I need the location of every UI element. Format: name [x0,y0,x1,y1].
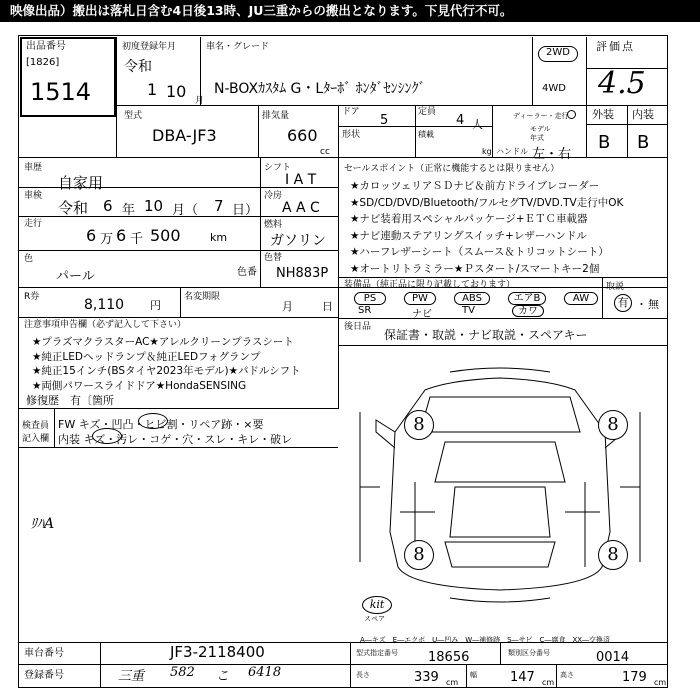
inspection-month: 10 [144,197,164,215]
grid-line [18,447,338,448]
height: 179 [622,670,647,685]
lot-label: 出品番号 [26,41,66,52]
lot-code: [1826] [26,57,60,68]
rear-items-label: 後日品 [344,322,372,332]
inspector-label-2: 記入欄 [22,434,50,444]
grid-line [627,105,628,157]
grid-line [18,157,668,158]
inspection-day-unit: 日） [232,203,259,218]
inspector-circle-2 [92,428,122,444]
lot-number: 1514 [30,78,92,106]
spec-label: 型式指定番号 [356,649,398,657]
notes-label: 注意事項申告欄（必ず記入して下さい） [24,320,187,330]
chassis-label: 車台番号 [24,648,64,659]
grid-line [18,642,668,643]
inspection-era: 令和 [58,199,89,217]
wheel-rear-left: 8 [404,540,434,570]
name-change-month: 月 [282,300,293,313]
grid-line [18,187,338,188]
exterior-label: 外装 [592,108,614,121]
rear-items: 保証書・取説・ナビ取説・スペアキー [384,328,588,342]
grid-line [338,157,339,409]
handle-label: ハンドル [496,147,528,156]
displacement-label: 排気量 [262,111,290,121]
name-change-label: 名変期限 [184,292,221,302]
handle: 左・右 [532,147,572,162]
mileage-man: 6 [86,226,97,245]
usage: 自家用 [58,174,104,192]
sales-point-item: ★SD/CD/DVD/Bluetooth/フルセグTV/DVD.TV走行中OK [350,196,624,209]
note-item: ★プラズマクラスターAC★アレルクリーンプラスシート [32,336,294,348]
width: 147 [510,670,535,685]
spec-number: 18656 [428,650,470,665]
wheel-rear-right: 8 [598,540,628,570]
grid-line [466,664,467,688]
length-unit: cm [446,678,459,687]
plate-kana: こ [216,669,230,684]
manual-no: 無 [648,298,659,311]
fuel: ガソリン [270,233,326,249]
model-code: DBA-JF3 [152,126,217,145]
model-year-label: モデル [530,125,551,133]
grid-line [338,126,492,127]
sales-points-label: セールスポイント（正常に機能するとは限りません） [344,164,560,174]
grid-line [532,37,533,105]
grid-line [338,105,339,157]
inspection-year: 6 [103,197,113,215]
mileage-sen-unit: 千 [130,232,144,247]
category-label: 類別区分番号 [508,649,550,657]
capacity-unit: 人 [472,118,483,131]
length: 339 [414,670,439,685]
inspector-circle-1 [138,413,168,429]
sales-point-item: ★オートリトラミラー★Ｐスタート/スマートキー2個 [350,262,600,275]
aircon: A A C [282,200,320,216]
grid-line [338,318,668,319]
manual-yes: 有 [614,294,632,312]
height-label: 高さ [560,671,574,679]
grid-line [18,317,338,318]
note-item: ★両側パワースライドドア★HondaSENSING [32,379,247,392]
mileage-unit: km [210,231,228,244]
score-overall: 4.5 [598,66,646,101]
exterior-score: B [598,132,611,153]
grid-line [586,68,668,69]
grid-line [18,216,338,217]
wheel-front-left: 8 [404,410,434,440]
top-banner: 映像出品）搬出は落札日含む4日後13時、JU三重からの搬出となります。下見代行不可。 [0,0,700,22]
equipment-3: ABS [454,292,490,305]
color-code: NH883P [276,266,329,281]
dealer-mark [567,110,576,119]
sales-point-item: ★ナビ装着用スペシャルパッケージ+ＥＴＣ車載器 [350,213,588,225]
grid-line [415,105,416,157]
shape-label: 形状 [342,130,361,140]
length-label: 長さ [356,671,370,679]
windshield [435,442,565,482]
color-label: 色 [24,254,34,264]
fuel-label: 燃料 [264,220,283,230]
name-change-day: 日 [322,300,333,313]
sales-point-item: ★カロッツェリアＳＤナビ＆前方ドライブレコーダー [350,180,600,192]
equipment-opt-4: カワ [512,305,544,317]
model-name-label: 車名・グレード [206,42,270,52]
grid-line [586,37,587,157]
wheel-front-right: 8 [598,410,628,440]
grid-line [116,105,668,106]
grid-line [18,664,668,665]
equipment-4: エアB [508,292,546,305]
equipment-label: 装備品（純正品に限り記載しております） [344,280,516,290]
spare-label: スペア [364,615,385,623]
grid-line [258,105,259,157]
plate-number: 6418 [248,665,282,680]
manual-separator: ・ [636,298,647,311]
grid-line [556,664,557,688]
grid-line [100,642,101,688]
rear-window [445,542,555,567]
capacity: 4 [456,113,465,128]
grid-line [180,287,181,317]
inspection-year-unit: 年 [122,203,136,218]
tax-label: R券 [24,292,40,302]
plate-label: 登録番号 [24,670,64,681]
displacement-unit: cc [320,147,330,157]
sales-point-item: ★ナビ連動ステアリングスイッチ+レザーハンドル [350,229,587,242]
model-code-label: 型式 [124,111,143,121]
color-change-label: 色替 [264,253,283,263]
equipment-5: AW [564,292,598,305]
height-unit: cm [654,678,667,687]
tax-unit: 円 [150,299,161,312]
equipment-opt-2: ナビ [412,309,432,320]
note-item: ★純正15インチ(BSタイヤ2023年モデル)★パドルシフト [32,365,301,377]
shift: I A T [285,172,317,188]
registration-label: 初度登録年月 [122,42,177,52]
mileage-man-unit: 万 [100,232,114,247]
equipment-1: PS [354,292,386,305]
interior-label: 内装 [632,108,654,121]
grid-line [500,642,501,664]
spare-kit: kit [362,596,392,614]
side-mirror-left [376,420,395,448]
inspector-row-2: 内装 キズ・汚レ・コゲ・穴・スレ・キレ・破レ [58,433,293,446]
tax: 8,110 [84,297,125,313]
doors: 5 [380,113,389,128]
damage-legend: A―キズ E―エクボ U―凹み W―補修跡 S―サビ C―腐食 XX―交換済 [360,636,611,644]
grid-line [350,642,351,688]
rear-bumper [450,598,550,602]
usage-label: 車歴 [24,163,43,173]
grid-line [338,277,668,278]
manual-label: 取説 [606,282,625,292]
equipment-opt-3: TV [462,305,475,316]
inspector-label-1: 検査員 [22,421,50,431]
inspection-label: 車検 [24,191,43,201]
grid-line [602,277,603,318]
grid-line [586,124,668,125]
note-item: ★純正LEDヘッドランプ＆純正LEDフォグランプ [32,350,261,363]
year-label: 年式 [530,134,544,142]
mileage-label: 走行 [24,219,43,229]
grid-line [18,287,668,288]
capacity-label: 定員 [418,107,437,117]
doors-label: ドア [342,107,360,117]
width-label: 幅 [470,671,477,679]
sales-point-item: ★ハーフレザーシート（スムース＆トリコットシート） [350,246,609,258]
score-label: 評価点 [596,40,635,53]
load-label: 積載 [418,130,434,139]
car-diagram [340,352,666,632]
registration-month-unit: 月 [195,96,205,106]
interior-score: B [637,132,650,153]
grid-line [338,345,668,346]
plate-region: 三重 [118,669,145,684]
roof [450,487,550,537]
plate-class: 582 [170,665,195,680]
registration-era: 令和 [124,59,152,75]
grid-line [116,37,117,157]
grid-line [18,408,338,409]
color: パール [56,269,95,284]
inspector-row-1: FW キズ・凹凸・ヒビ割・リペア跡・×要 [58,418,264,431]
repair-history: 修復歴 有〔箇所 [26,394,114,407]
handwritten-memo: ﾘﾊA [30,516,55,532]
load-unit: kg [482,147,492,156]
registration-month: 10 [166,82,187,101]
front-bumper [450,368,550,372]
model-name: N-BOXｶｽﾀﾑ G・Lﾀｰﾎﾞ ﾎﾝﾀﾞｾﾝｼﾝｸﾞ [214,81,426,97]
mileage-rest: 500 [150,226,181,245]
displacement: 660 [287,126,318,145]
drive-4wd: 4WD [542,83,566,94]
grid-line [260,157,261,287]
inspection-month-unit: 月（ [172,203,199,218]
width-unit: cm [542,678,555,687]
grid-line [18,250,338,251]
category-number: 0014 [596,650,630,665]
grid-line [200,37,201,105]
color-code-label: 色番 [237,267,257,278]
equipment-2: PW [404,292,436,305]
dealer-label: ディーラー・走行 [513,112,569,120]
equipment-opt-1: SR [358,305,372,316]
inspection-day: 7 [214,197,224,215]
drive-2wd: 2WD [538,46,578,62]
grid-line [492,105,493,157]
aircon-label: 冷房 [264,191,283,201]
mileage-sen: 6 [116,226,127,245]
shift-label: シフト [264,163,292,173]
registration-year: 1 [147,80,158,99]
grid-line [54,408,55,447]
hood [420,397,580,432]
chassis-number: JF3-2118400 [170,643,265,661]
